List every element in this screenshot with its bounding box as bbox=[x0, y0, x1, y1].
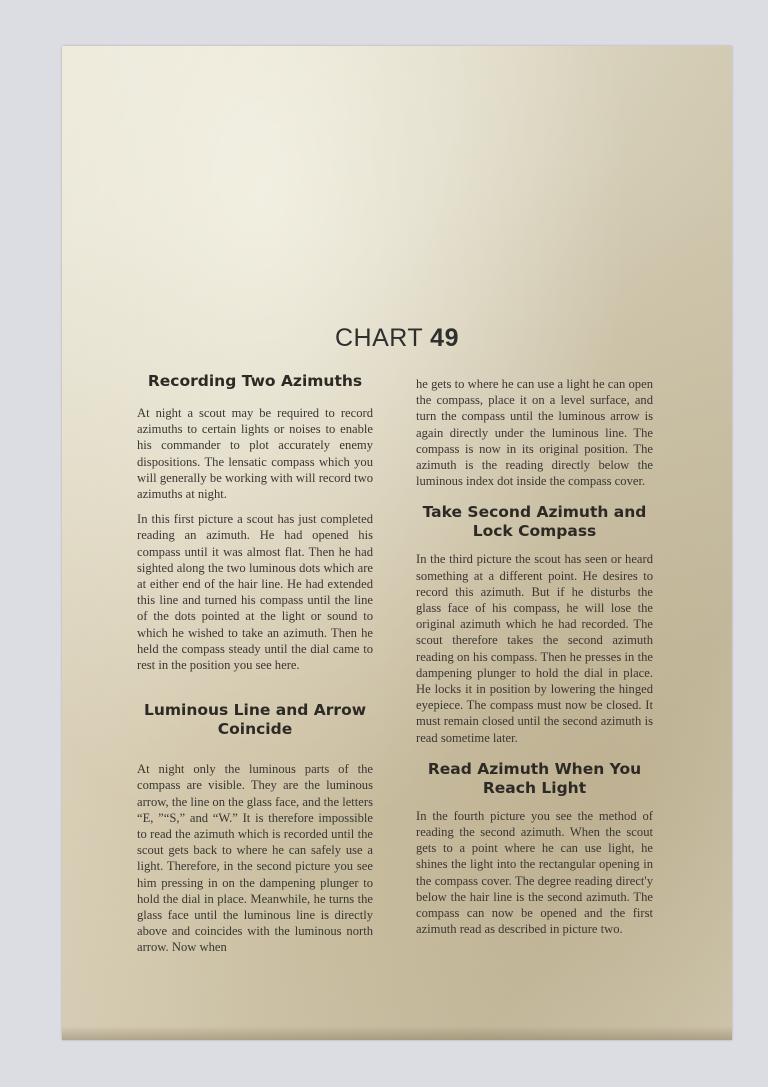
paragraph-luminous-2: he gets to where he can use a light he can open the compass, place it on a level surface, and turn the compass until the luminous arrow is again directly under the luminous line. The compass is now in its original position. The azimuth is the reading directly below the luminous index dot inside the compass cover. bbox=[416, 377, 653, 489]
heading-take-second-azimuth: Take Second Azimuth and Lock Compass bbox=[422, 503, 647, 541]
paragraph-recording-1: At night a scout may be required to record azimuths to certain lights or noises to enable his commander to plot accurately enemy dispositions. The lensatic compass which you will generally be working with will record two azimuths at night. bbox=[137, 406, 373, 502]
page-bottom-edge bbox=[62, 1026, 732, 1040]
right-column bbox=[416, 376, 653, 946]
heading-luminous-line: Luminous Line and Arrow Coincide bbox=[143, 701, 367, 739]
left-column bbox=[137, 372, 373, 965]
heading-recording-two-azimuths: Recording Two Azimuths bbox=[147, 372, 363, 390]
heading-read-azimuth: Read Azimuth When You Reach Light bbox=[427, 759, 642, 797]
chart-title-prefix: CHART bbox=[335, 324, 423, 352]
page-title bbox=[62, 324, 732, 353]
paragraph-second-1: In the third picture the scout has seen or heard something at a different point. He desires to record this azimuth. But if he disturbs the glass face of his compass, he will lose the original azimuth which he had recorded. The scout therefore takes the second azimuth reading on his compass. Then he presses in the dampening plunger to hold the dial in place. He locks it in position by lowering the hinged eyepiece. The compass must now be closed. It must remain closed until the second azimuth is read sometime later. bbox=[416, 552, 653, 745]
paragraph-read-1: In the fourth picture you see the method of reading the second azimuth. When the scout gets to a point where he can use light, he shines the light into the rectangular opening in the compass cover. The degree reading direct'y below the hair line is the second azimuth. The compass can now be opened and the first azimuth read as described in picture two. bbox=[416, 808, 653, 937]
paragraph-luminous-1: At night only the luminous parts of the compass are visible. They are the luminous arrow, the line on the glass face, and the letters “E, ”“S,” and “W.” It is therefore impossible to read the azimuth which is recorded until the scout gets back to where he can safely use a light. Therefore, in the second picture you see him pressing in on the dampening plunger to hold the dial in place. Meanwhile, he turns the glass face until the luminous line is directly above and coincides with the luminous north arrow. Now when bbox=[137, 762, 373, 955]
paragraph-recording-2: In this first picture a scout has just completed reading an azimuth. He had opened his compass until it was almost flat. Then he had sighted along the two luminous dots which are at either end of the hair line. He had extended this line and turned his compass until the line of the dots pointed at the light or sound to which he wished to take an azimuth. Then he held the compass steady until the dial came to rest in the position you see here. bbox=[137, 512, 373, 673]
chart-title-number: 49 bbox=[430, 324, 459, 352]
document-page bbox=[62, 46, 732, 1040]
